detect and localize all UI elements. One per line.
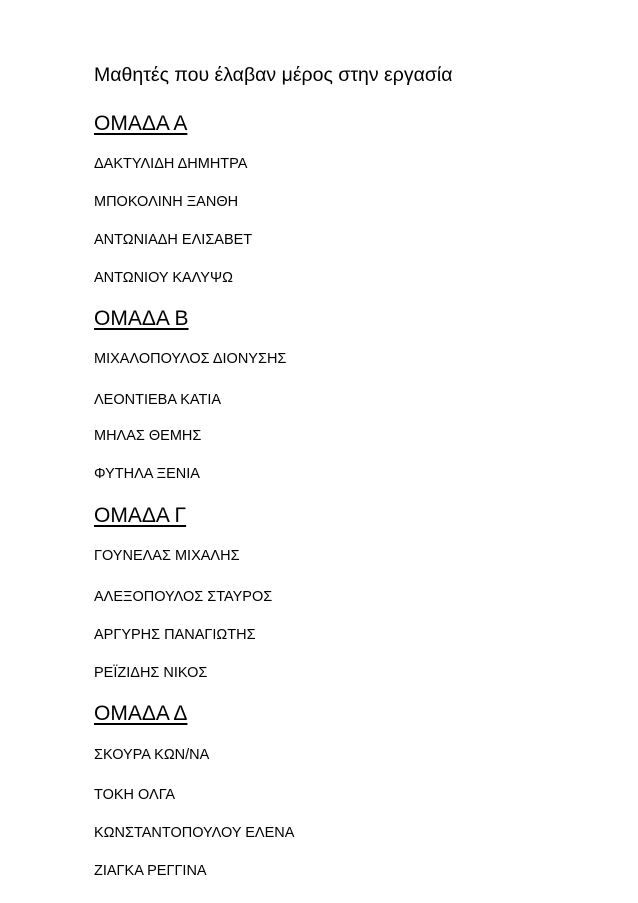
member-name: ΓΟΥΝΕΛΑΣ ΜΙΧΑΛΗΣ [94,548,240,564]
group-heading-d: ΟΜΑΔΑ Δ [94,702,188,725]
member-name: ΑΡΓΥΡΗΣ ΠΑΝΑΓΙΩΤΗΣ [94,627,256,643]
group-heading-c: ΟΜΑΔΑ Γ [94,504,187,527]
group-heading-b: ΟΜΑΔΑ Β [94,307,189,330]
member-name: ΖΙΑΓΚΑ ΡΕΓΓΙΝΑ [94,863,207,879]
member-name: ΚΩΝΣΤΑΝΤΟΠΟΥΛΟΥ ΕΛΕΝΑ [94,825,295,841]
member-name: ΑΝΤΩΝΙΑΔΗ ΕΛΙΣΑΒΕΤ [94,232,253,248]
member-name: ΑΝΤΩΝΙΟΥ ΚΑΛΥΨΩ [94,270,233,286]
member-name: ΔΑΚΤΥΛΙΔΗ ΔΗΜΗΤΡΑ [94,156,248,172]
member-name: ΣΚΟΥΡΑ ΚΩΝ/ΝΑ [94,747,210,763]
member-name: ΤΟΚΗ ΟΛΓΑ [94,787,176,803]
member-name: ΦΥΤΗΛΑ ΞΕΝΙΑ [94,466,200,482]
document-title: Μαθητές που έλαβαν μέρος στην εργασία [94,64,453,86]
member-name: ΜΙΧΑΛΟΠΟΥΛΟΣ ΔΙΟΝΥΣΗΣ [94,351,287,367]
member-name: ΜΗΛΑΣ ΘΕΜΗΣ [94,428,202,444]
member-name: ΑΛΕΞΟΠΟΥΛΟΣ ΣΤΑΥΡΟΣ [94,589,273,605]
group-heading-a: ΟΜΑΔΑ Α [94,112,188,135]
member-name: ΜΠΟΚΟΛΙΝΗ ΞΑΝΘΗ [94,194,239,210]
member-name: ΡΕΪΖΙΔΗΣ ΝΙΚΟΣ [94,665,208,681]
member-name: ΛΕΟΝΤΙΕΒΑ ΚΑΤΙΑ [94,392,222,408]
